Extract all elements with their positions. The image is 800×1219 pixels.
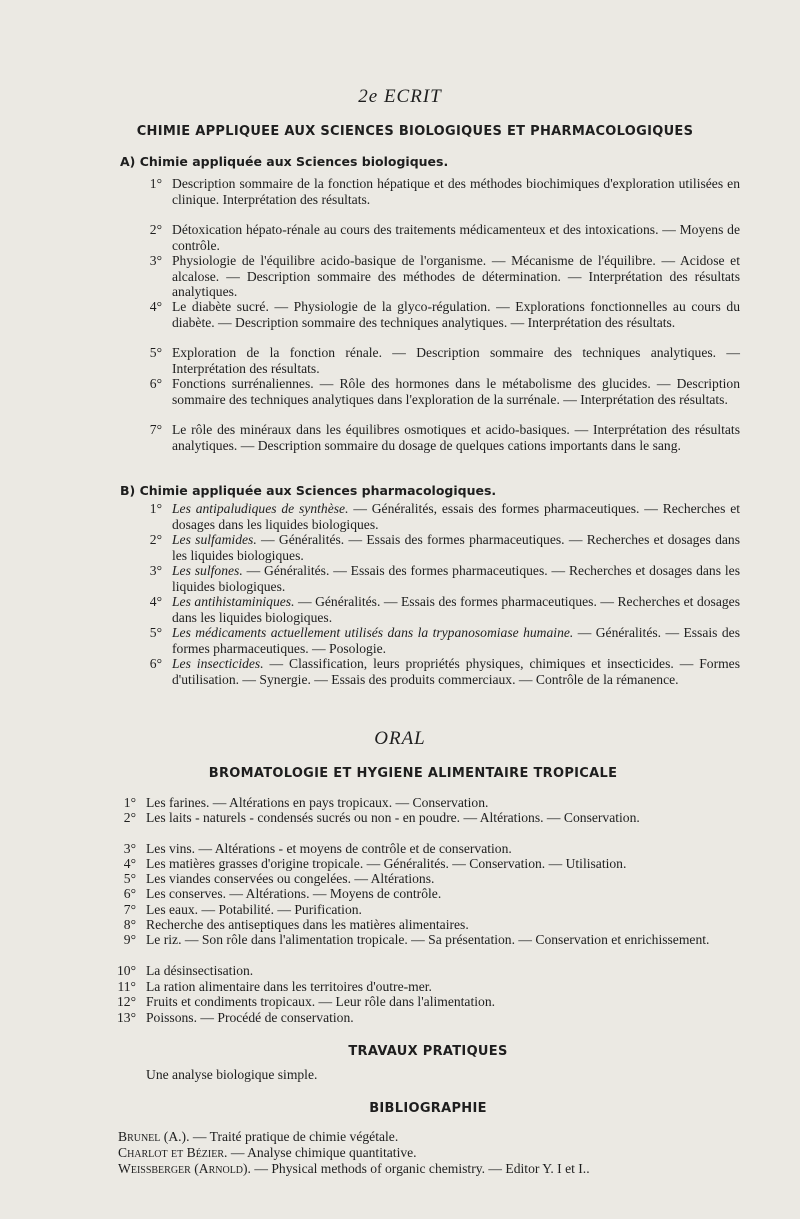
tp-heading: TRAVAUX PRATIQUES bbox=[348, 1044, 508, 1059]
oral-title: ORAL bbox=[374, 728, 426, 749]
tp-text: Une analyse biologique simple. bbox=[146, 1067, 318, 1082]
ecrit-title: 2e ECRIT bbox=[358, 86, 442, 107]
section-b-label: B) Chimie appliquée aux Sciences pharmacologiques. bbox=[120, 483, 497, 498]
biblio-ref: Charlot et Bézier. — Analyse chimique quantitative. bbox=[118, 1145, 417, 1160]
oral-heading: BROMATOLOGIE ET HYGIENE ALIMENTAIRE TROPICALE bbox=[208, 766, 618, 781]
biblio-heading: BIBLIOGRAPHIE bbox=[369, 1101, 487, 1116]
section-a-label: A) Chimie appliquée aux Sciences biologiques. bbox=[120, 154, 449, 169]
document-page: 2e ECRIT CHIMIE APPLIQUEE AUX SCIENCES BIOLOGIQUES ET PHARMACOLOGIQUES A) Chimie appliquée aux Sciences biologiques. 1° Description sommaire de la fonction hépatique et des méthodes biochimiques d'exploration utilisées en clinique. Interprétation des résultats. 2° Détoxication hépato-rénale au cours des traitements médicamenteux et des intoxications. — Moyens de contrôle. 3° Physiologie de l'équilibre acido-basique de l'organisme. — Mécanisme de l'équilibre. — Acidose et alcalose. — Description sommaire des méthodes de détermination. — Interprétation des résultats analytiques. 4° Le diabète sucré. — Physiologie de la glyco-régulation. — Explorations fonctionnelles au cours du diabète. — Description sommaire des techniques analytiques. — Interprétation des résultats. 5° Exploration de la fonction rénale. — Description sommaire des techniques analytiques. — Interprétation des résultats. 6° Fonctions surrénaliennes. — Rôle des hormones dans le métabolisme des glucides. — Description sommaire des techniques analytiques dans l'exploration de la surrénale. — Interprétation des résultats. 7° Le rôle des minéraux dans les équilibres osmotiques et acido-basiques. — Interprétation des résultats analytiques. — Description sommaire du dosage de quelques cations importants dans le sang. B) Chimie appliquée aux Sciences pharmacologiques. 1° Les antipaludiques de synthèse. — Généralités, essais des formes pharmaceutiques. — Recherches et dosages dans les liquides biologiques. 2° Les sulfamides. — Généralités. — Essais des formes pharmaceutiques. — Recherches et dosages dans les liquides biologiques. 3° Les sulfones. — Généralités. — Essais des formes pharmaceutiques. — Recherches et dosages dans les liquides biologiques. 4° Les antihistaminiques. — Généralités. — Essais des formes pharmaceutiques. — Recherches et dosages dans les liquides biologiques. 5° Les médicaments actuellement utilisés dans la trypanosomiase humaine. — Généralités. — Essais des formes pharmaceutiques. — Posologie. 6° Les insecticides. — Classification, leurs propriétés physiques, chimiques et insecticides. — Formes d'utilisation. — Synergie. — Essais des produits commerciaux. — Contrôle de la rémanence. ORAL BROMATOLOGIE ET HYGIENE ALIMENTAIRE TROPICALE 1° Les farines. — Altérations en pays tropicaux. — Conservation. 2° Les laits - naturels - condensés sucrés ou non - en poudre. — Altérations. — Conservation. 3° Les vins. — Altérations - et moyens de contrôle et de conservation. 4° Les matières grasses d'origine tropicale. — Généralités. — Conservation. — Utilisation. 5° Les viandes conservées ou congelées. — Altérations. 6° Les conserves. — Altérations. — Moyens de contrôle. 7° Les eaux. — Potabilité. — Purification. 8° Recherche des antiseptiques dans les matières alimentaires. 9° Le riz. — Son rôle dans l'alimentation tropicale. — Sa présentation. — Conservation et enrichissement. 10° La désinsectisation. 11° La ration alimentaire dans les territoires d'outre-mer. 12° Fruits et condiments tropicaux. — Leur rôle dans l'alimentation. 13° Poissons. — Procédé de conservation. TRAVAUX PRATIQUES Une analyse biologique simple. BIBLIOGRAPHIE Brunel (A.). — Traité pratique de chimie végétale. Charlot et Bézier. — Analyse chimique quantitative. Weissberger (Arnold). — Physical methods of organic chemistry. — Editor Y. I et I.. bbox=[0, 0, 800, 1219]
biblio-ref: Brunel (A.). — Traité pratique de chimie végétale. bbox=[118, 1129, 399, 1144]
biblio-ref: Weissberger (Arnold). — Physical methods of organic chemistry. — Editor Y. I et I.. bbox=[118, 1161, 590, 1176]
ecrit-heading: CHIMIE APPLIQUEE AUX SCIENCES BIOLOGIQUES ET PHARMACOLOGIQUES bbox=[136, 124, 694, 139]
